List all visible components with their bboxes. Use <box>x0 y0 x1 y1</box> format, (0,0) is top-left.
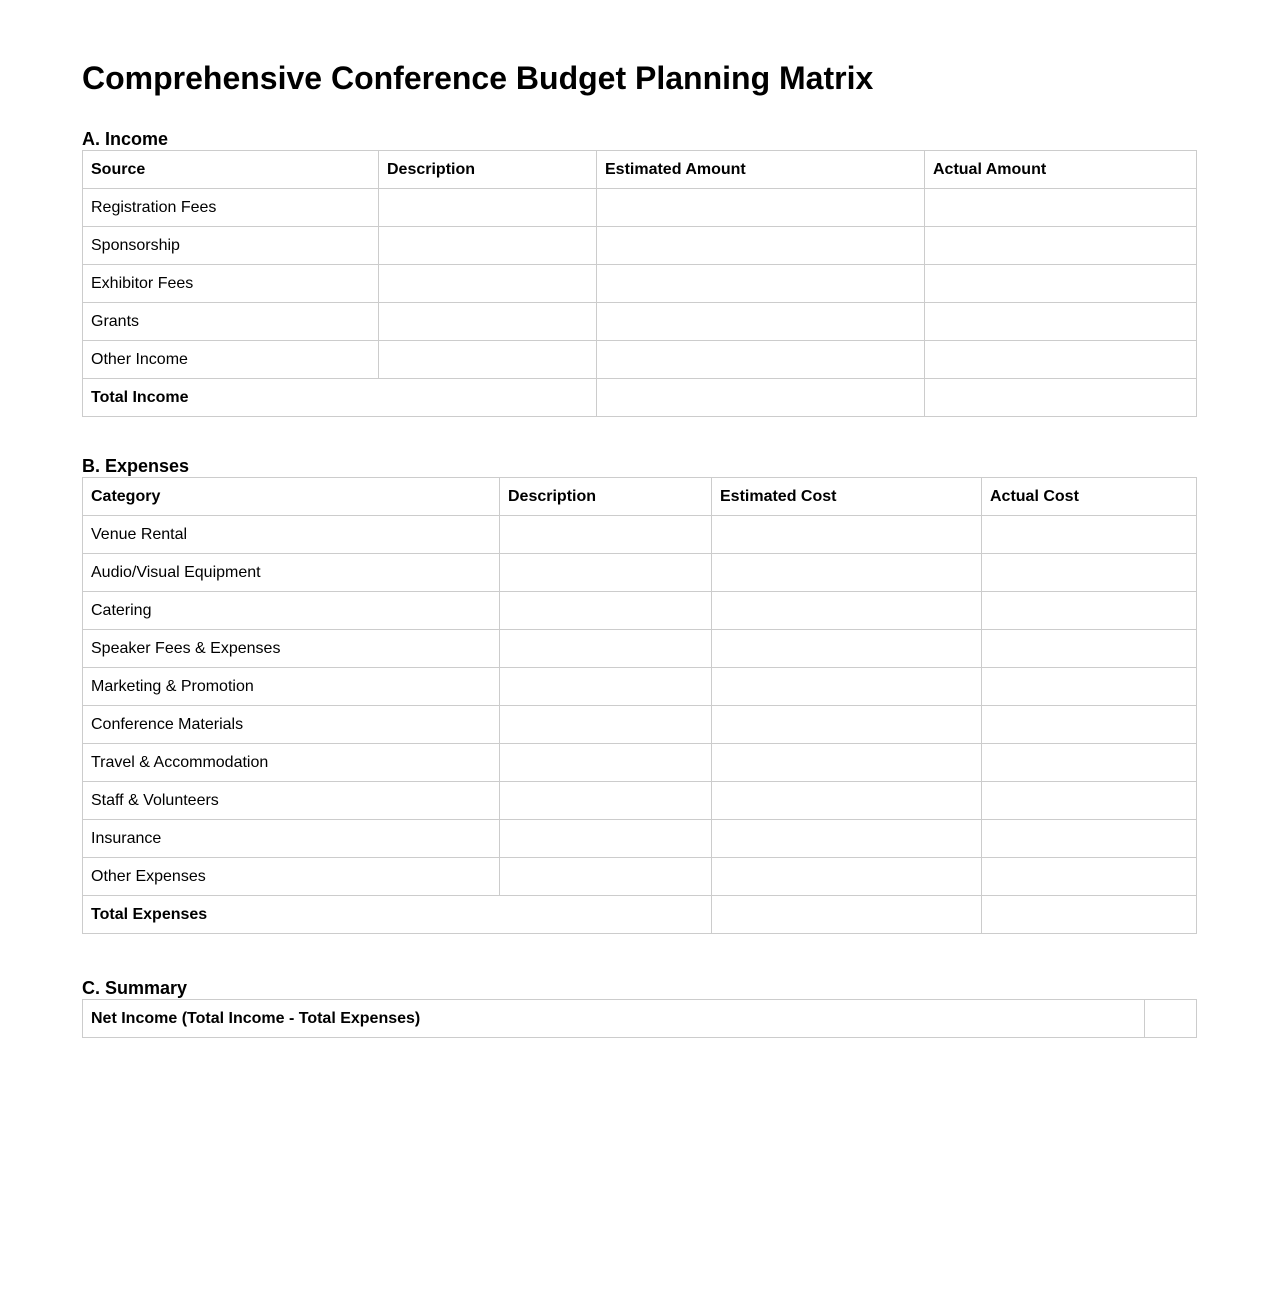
expense-estimated-cell[interactable] <box>712 516 982 554</box>
expense-estimated-cell[interactable] <box>712 820 982 858</box>
income-source-cell: Sponsorship <box>83 227 379 265</box>
table-row <box>83 265 1197 303</box>
expenses-total-estimated-cell[interactable] <box>712 896 982 934</box>
expenses-total-label: Total Expenses <box>83 896 712 934</box>
expenses-total-actual-cell[interactable] <box>982 896 1197 934</box>
expense-actual-cell[interactable] <box>982 592 1197 630</box>
income-estimated-cell[interactable] <box>597 227 925 265</box>
net-income-label: Net Income (Total Income - Total Expenses) <box>83 1000 1145 1038</box>
expense-description-cell[interactable] <box>500 820 712 858</box>
expense-category-cell: Travel & Accommodation <box>83 744 500 782</box>
net-income-row <box>83 1000 1197 1038</box>
expense-category-cell: Venue Rental <box>83 516 500 554</box>
expense-description-cell[interactable] <box>500 592 712 630</box>
income-source-cell: Grants <box>83 303 379 341</box>
expenses-header-actual: Actual Cost <box>982 478 1197 516</box>
summary-section-heading: C. Summary <box>82 978 188 998</box>
income-total-row <box>83 379 1197 417</box>
expenses-header-description: Description <box>500 478 712 516</box>
table-row <box>83 858 1197 896</box>
expense-description-cell[interactable] <box>500 858 712 896</box>
table-row <box>83 706 1197 744</box>
expense-description-cell[interactable] <box>500 554 712 592</box>
table-row <box>83 820 1197 858</box>
income-description-cell[interactable] <box>379 265 597 303</box>
expense-category-cell: Catering <box>83 592 500 630</box>
expense-actual-cell[interactable] <box>982 554 1197 592</box>
income-section-heading: A. Income <box>82 129 169 149</box>
expense-actual-cell[interactable] <box>982 706 1197 744</box>
expense-description-cell[interactable] <box>500 782 712 820</box>
income-estimated-cell[interactable] <box>597 189 925 227</box>
income-description-cell[interactable] <box>379 341 597 379</box>
table-row <box>83 227 1197 265</box>
table-row <box>83 554 1197 592</box>
expense-description-cell[interactable] <box>500 630 712 668</box>
table-row <box>83 668 1197 706</box>
expense-description-cell[interactable] <box>500 516 712 554</box>
income-table <box>82 150 1197 417</box>
summary-table <box>82 999 1197 1038</box>
expense-actual-cell[interactable] <box>982 782 1197 820</box>
table-row <box>83 744 1197 782</box>
income-header-actual: Actual Amount <box>925 151 1197 189</box>
income-header-source: Source <box>83 151 379 189</box>
income-description-cell[interactable] <box>379 227 597 265</box>
expenses-header-category: Category <box>83 478 500 516</box>
table-row <box>83 592 1197 630</box>
table-row <box>83 782 1197 820</box>
expense-actual-cell[interactable] <box>982 516 1197 554</box>
income-header-description: Description <box>379 151 597 189</box>
expense-actual-cell[interactable] <box>982 858 1197 896</box>
income-header-row <box>83 151 1197 189</box>
income-total-estimated-cell[interactable] <box>597 379 925 417</box>
table-row <box>83 341 1197 379</box>
income-source-cell: Registration Fees <box>83 189 379 227</box>
table-row <box>83 516 1197 554</box>
expenses-header-estimated: Estimated Cost <box>712 478 982 516</box>
expense-category-cell: Audio/Visual Equipment <box>83 554 500 592</box>
expense-description-cell[interactable] <box>500 706 712 744</box>
income-actual-cell[interactable] <box>925 303 1197 341</box>
expenses-header-row <box>83 478 1197 516</box>
expense-estimated-cell[interactable] <box>712 782 982 820</box>
expense-estimated-cell[interactable] <box>712 668 982 706</box>
table-row <box>83 189 1197 227</box>
income-actual-cell[interactable] <box>925 341 1197 379</box>
expense-actual-cell[interactable] <box>982 630 1197 668</box>
income-description-cell[interactable] <box>379 189 597 227</box>
expense-estimated-cell[interactable] <box>712 630 982 668</box>
expense-description-cell[interactable] <box>500 668 712 706</box>
expenses-table <box>82 477 1197 934</box>
income-estimated-cell[interactable] <box>597 303 925 341</box>
expense-estimated-cell[interactable] <box>712 554 982 592</box>
income-actual-cell[interactable] <box>925 265 1197 303</box>
income-description-cell[interactable] <box>379 303 597 341</box>
expense-category-cell: Staff & Volunteers <box>83 782 500 820</box>
expense-category-cell: Conference Materials <box>83 706 500 744</box>
income-actual-cell[interactable] <box>925 189 1197 227</box>
page-title: Comprehensive Conference Budget Planning Matrix <box>82 60 874 96</box>
table-row <box>83 303 1197 341</box>
expense-category-cell: Marketing & Promotion <box>83 668 500 706</box>
income-header-estimated: Estimated Amount <box>597 151 925 189</box>
expense-category-cell: Other Expenses <box>83 858 500 896</box>
expense-category-cell: Speaker Fees & Expenses <box>83 630 500 668</box>
income-estimated-cell[interactable] <box>597 265 925 303</box>
table-row <box>83 630 1197 668</box>
net-income-value-cell[interactable] <box>1145 1000 1197 1038</box>
income-total-label: Total Income <box>83 379 597 417</box>
income-actual-cell[interactable] <box>925 227 1197 265</box>
income-source-cell: Exhibitor Fees <box>83 265 379 303</box>
expense-description-cell[interactable] <box>500 744 712 782</box>
expense-estimated-cell[interactable] <box>712 592 982 630</box>
income-source-cell: Other Income <box>83 341 379 379</box>
expense-estimated-cell[interactable] <box>712 858 982 896</box>
expense-actual-cell[interactable] <box>982 744 1197 782</box>
expense-category-cell: Insurance <box>83 820 500 858</box>
income-estimated-cell[interactable] <box>597 341 925 379</box>
expense-actual-cell[interactable] <box>982 820 1197 858</box>
expenses-section-heading: B. Expenses <box>82 456 190 476</box>
expense-estimated-cell[interactable] <box>712 706 982 744</box>
expense-actual-cell[interactable] <box>982 668 1197 706</box>
income-total-actual-cell[interactable] <box>925 379 1197 417</box>
expense-estimated-cell[interactable] <box>712 744 982 782</box>
expenses-total-row <box>83 896 1197 934</box>
